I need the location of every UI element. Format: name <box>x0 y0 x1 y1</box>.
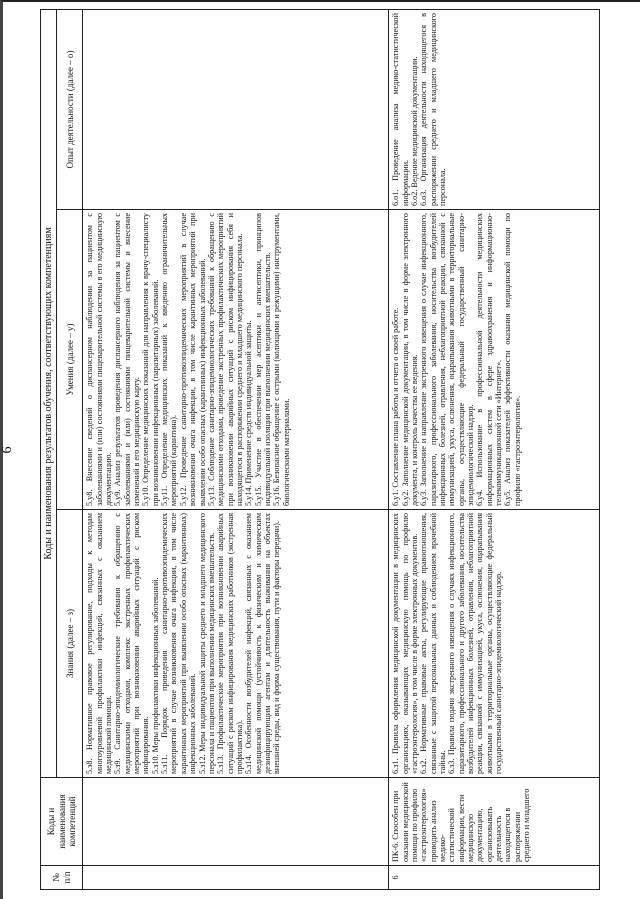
knowledge-item: 5.з8. Нормативное правовое регулирование, подходы к методам многоуровневой профилактики инфекций, связанных с оказанием медицинской помощи. <box>85 513 114 774</box>
knowledge-item: 6.з1. Правила оформления медицинской документации в медицинских организациях, оказывающих медицинскую помощь по профилю «гастроэнтерология», в том числе в форме электронных документов. <box>391 513 419 774</box>
skills-item: 5.у11. Определение медицинских показаний к введению ограничительных мероприятий (карантина). <box>160 213 179 506</box>
header-knowledge: Знания (далее – з) <box>57 510 83 778</box>
skills-item: 5.у12. Проведение санитарно-противоэпидемических мероприятий в случае возникновения очага инфекции, в том числе карантинных мероприятий при выявлении особо опасных (карантинных) инфекционных заболеваний. <box>178 213 207 506</box>
row-number-cell: 6 <box>389 866 600 890</box>
header-group-title: Коды и наименования результатов обучения, соответствующих компетенциям <box>41 10 57 778</box>
experience-item: 6.о3. Организация деятельности находящегося в распоряжении среднего и младшего медицинского персонала. <box>419 13 447 206</box>
header-skills: Умения (далее – у) <box>57 210 83 510</box>
table-row <box>389 10 600 890</box>
knowledge-cell <box>389 510 600 778</box>
rotated-page <box>0 10 600 890</box>
experience-cell <box>83 10 389 210</box>
knowledge-item: 5.з9. Санитарно-эпидемиологические требования к обращению с медицинскими отходами, комплекс экстренных профилактических мероприятий при возникновении аварийных ситуаций с риском инфицирования. <box>113 513 151 774</box>
knowledge-item: 5.з14. Особенности возбудителей инфекций, связанных с оказанием медицинской помощи (устойчивость к физическим и химическим дезинфицирующим агентам и длительность выживания на объектах внешней среды, вид и форма существования, пути и факторы передачи). <box>244 513 282 774</box>
competence-cell <box>83 778 389 866</box>
skills-item: 6.у1. Составление плана работы и отчета о своей работе. <box>391 307 401 506</box>
header-number: № п/п <box>41 866 83 890</box>
skills-cell <box>83 210 389 510</box>
competence-cell: ПК-6. Способен при оказании медицинской помощи по профилю «гастроэнтерология» проводить анализ медико-статистической информации, вести медицинскую документацию, организовывать деятельность находящегося в распоряжении среднего и младшего <box>389 778 600 866</box>
knowledge-cell <box>83 510 389 778</box>
skills-item: 5.у8. Внесение сведений о диспансерном наблюдении за пациентом с заболеваниями и (или) состояниями пищеварительной системы в его медицинскую документацию. <box>85 213 114 506</box>
row-number-cell <box>83 866 389 890</box>
table-row <box>83 10 389 890</box>
skills-item: 5.у13. Соблюдение санитарно-эпидемиологических требований к обращению с медицинскими отходами, проведение экстренных профилактических мероприятий при возникновении аварийных ситуаций с риском инфицирования себя и находящегося в распоряжении среднего и младшего медицинского персонала. <box>206 213 244 506</box>
experience-item: 6.о2. Ведение медицинской документации. <box>409 56 419 206</box>
skills-item: 5.у16. Безопасное обращение с острыми (колющими и режущими) инструментами, биологическими материалами. <box>272 213 291 506</box>
experience-item: 6.о1. Проведение анализа медико-статистической информации. <box>391 13 410 206</box>
competence-table <box>40 9 600 890</box>
page-number: 6 <box>0 446 15 454</box>
knowledge-item: 5.з13. Профилактические мероприятия при возникновении аварийных ситуаций с риском инфицирования медицинских работников (экстренная профилактика). <box>216 513 244 774</box>
skills-item: 5.у14. Применение средств индивидуальной защиты. <box>244 320 254 506</box>
skills-item: 5.у15. Участие в обеспечении мер асептики и антисептики, принципов индивидуальной изоляции при выполнении медицинских вмешательств. <box>253 213 272 506</box>
skills-cell <box>389 210 600 510</box>
knowledge-item: 5.з12. Меры индивидуальной защиты среднего и младшего медицинского персонала и пациентов при выполнении медицинских вмешательств. <box>197 513 216 774</box>
header-experience: Опыт деятельности (далее – о) <box>57 10 83 210</box>
knowledge-item: 6.з3. Правила подачи экстренного извещения о случаях инфекционного, паразитарного, профессионального и другого заболевания, носительства возбудителей инфекционных болезней, отравления, неблагоприятной реакции, связанной с иммунизацией, укуса, ослюнения, оцарапывания животными в территориальные органы, осуществляющие федеральный государственный санитарно-эпидемиологический надзор. <box>447 513 503 774</box>
knowledge-item: 5.з11. Порядок проведения санитарно-противоэпидемических мероприятий в случае возникновения очага инфекции, в том числе карантинных мероприятий при выявлении особо опасных (карантинных) инфекционных заболеваний. <box>160 513 198 774</box>
experience-cell <box>389 10 600 210</box>
skills-item: 6.у3. Заполнение и направление экстренного извещения о случае инфекционного, паразитарного, профессионального заболевания, носительства возбудителей инфекционных болезней, отравления, неблагоприятной реакции, связанной с иммунизацией, укуса, ослюнения, оцарапывания животными в территориальные органы, осуществляющие федеральный государственный санитарно-эпидемиологический надзор. <box>419 213 475 506</box>
header-competence: Коды и наименования компетенций <box>41 778 83 866</box>
skills-item: 6.у5. Анализ показателей эффективности оказания медицинской помощи по профилю «гастроэнтерология». <box>503 213 522 506</box>
knowledge-item: 6.з2. Нормативные правовые акты, регулирующие правоотношения, связанные с защитой персональных данных и соблюдением врачебной тайны. <box>419 513 447 774</box>
skills-item: 6.у4. Использование в профессиональной деятельности медицинских информационных систем в сфере здравоохранения и информационно-телекоммуникационной сети «Интернет». <box>475 213 503 506</box>
skills-item: 5.у10. Определение медицинских показаний для направления к врачу-специалисту при возникновении инфекционных (паразитарных) заболеваний. <box>141 213 160 506</box>
knowledge-item: 5.з10. Меры профилактики инфекционных заболеваний. <box>150 577 160 774</box>
skills-item: 5.у9. Анализ результатов проведения диспансерного наблюдения за пациентом с заболеваниями и (или) состояниями пищеварительной системы и внесение изменений в его медицинскую карту. <box>113 213 142 506</box>
skills-item: 6.у2. Заполнение медицинской документации, в том числе в форме электронного документа, и контроль качества ее ведения. <box>400 213 419 506</box>
